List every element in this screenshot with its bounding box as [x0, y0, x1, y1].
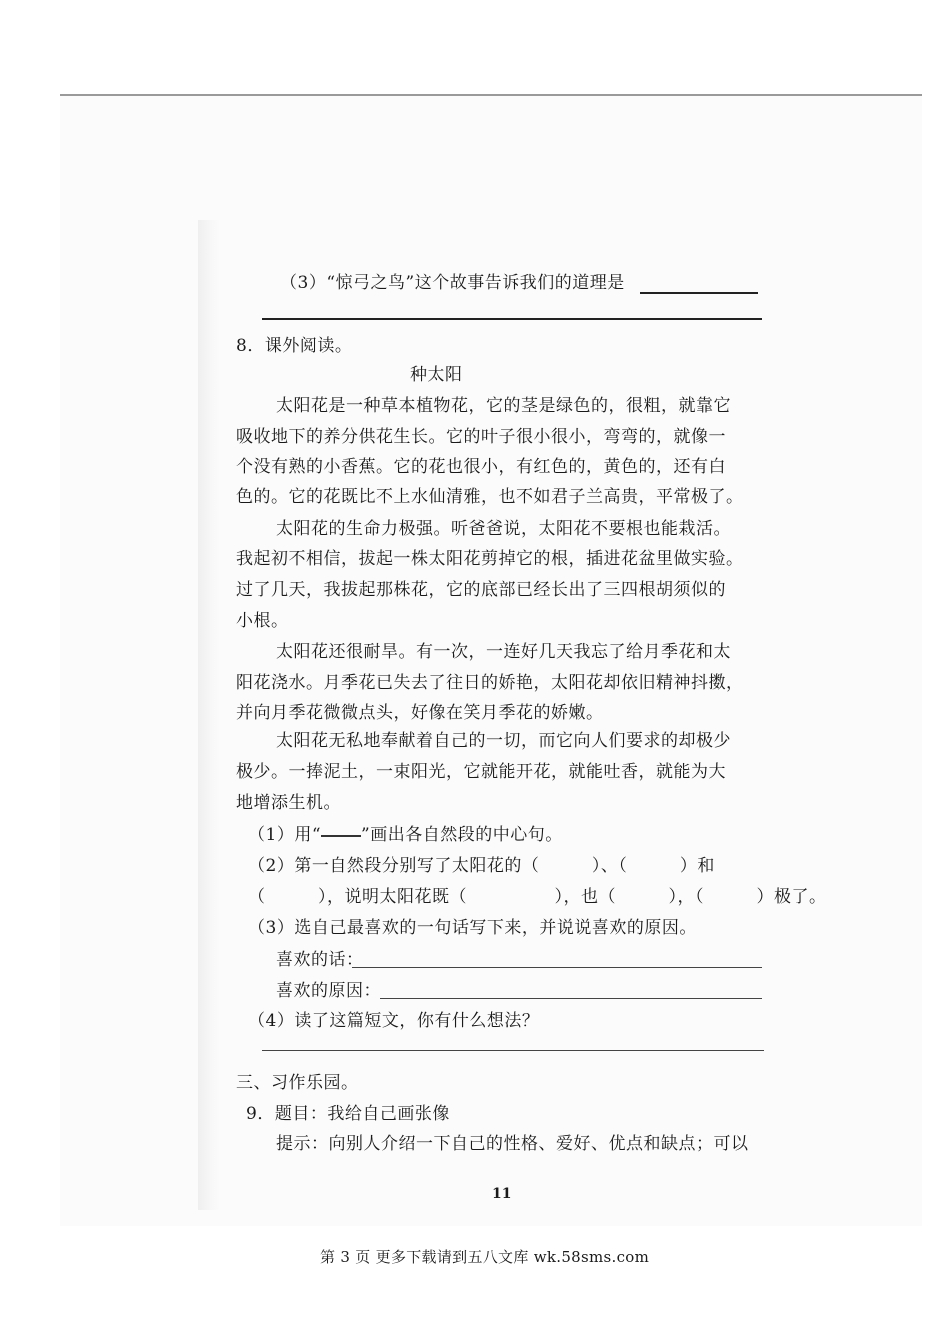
- p1-line-3: 个没有熟的小香蕉。它的花也很小，有红色的，黄色的，还有白: [236, 457, 726, 477]
- favorite-sentence-label: 喜欢的话：: [276, 950, 364, 970]
- thoughts-answer-line[interactable]: [262, 1050, 764, 1051]
- sub-question-3: （3）选自己最喜欢的一句话写下来，并说说喜欢的原因。: [248, 918, 697, 938]
- favorite-reason-line[interactable]: [380, 998, 762, 999]
- p1-line-1: 太阳花是一种草本植物花，它的茎是绿色的，很粗，就靠它: [276, 396, 731, 416]
- p4-line-3: 地增添生机。: [236, 793, 341, 813]
- p4-line-2: 极少。一捧泥土，一束阳光，它就能开花，就能吐香，就能为大: [236, 762, 726, 782]
- sub-question-2-line-2: （ ），说明太阳花既（ ），也（ ），（ ）极了。: [248, 887, 827, 907]
- q7-3-label: （3）“惊弓之鸟”这个故事告诉我们的道理是: [280, 273, 625, 293]
- q8-heading: 8．课外阅读。: [236, 336, 353, 356]
- answer-line-q7-3b[interactable]: [262, 318, 762, 320]
- q9-hint: 提示：向别人介绍一下自己的性格、爱好、优点和缺点；可以: [276, 1134, 749, 1154]
- p3-line-1: 太阳花还很耐旱。有一次，一连好几天我忘了给月季花和太: [276, 642, 731, 662]
- binding-shadow: [198, 220, 220, 1210]
- p2-line-1: 太阳花的生命力极强。听爸爸说，太阳花不要根也能栽活。: [276, 519, 731, 539]
- p1-line-2: 吸收地下的养分供花生长。它的叶子很小很小，弯弯的，就像一: [236, 427, 726, 447]
- page-number: 11: [492, 1186, 512, 1202]
- sub-question-4: （4）读了这篇短文，你有什么想法？: [248, 1011, 540, 1031]
- download-footer: 第 3 页 更多下载请到五八文库 wk.58sms.com: [320, 1248, 650, 1266]
- sub1-suffix: ”画出各自然段的中心句。: [361, 825, 563, 845]
- p2-line-3: 过了几天，我拔起那株花，它的底部已经长出了三四根胡须似的: [236, 580, 726, 600]
- p1-line-4: 色的。它的花既比不上水仙清雅，也不如君子兰高贵，平常极了。: [236, 487, 744, 507]
- p3-line-3: 并向月季花微微点头，好像在笑月季花的娇嫩。: [236, 703, 604, 723]
- sub-question-1: [248, 820, 563, 845]
- p3-line-2: 阳花浇水。月季花已失去了往日的娇艳，太阳花却依旧精神抖擞，: [236, 673, 744, 693]
- section-3-heading: 三、习作乐园。: [236, 1073, 359, 1093]
- sub1-prefix: （1）用“: [248, 825, 322, 845]
- favorite-sentence-line[interactable]: [352, 967, 762, 968]
- p2-line-4: 小根。: [236, 611, 289, 631]
- favorite-reason-label: 喜欢的原因：: [276, 981, 381, 1001]
- sub-question-2-line-1: （2）第一自然段分别写了太阳花的（ ）、（ ）和: [248, 856, 715, 876]
- wavy-line-mark: [321, 835, 361, 837]
- passage-title: 种太阳: [410, 365, 463, 385]
- p4-line-1: 太阳花无私地奉献着自己的一切，而它向人们要求的却极少: [276, 731, 731, 751]
- answer-line-q7-3a[interactable]: [640, 292, 758, 294]
- q9-title: 9．题目：我给自己画张像: [246, 1104, 450, 1124]
- p2-line-2: 我起初不相信，拔起一株太阳花剪掉它的根，插进花盆里做实验。: [236, 549, 744, 569]
